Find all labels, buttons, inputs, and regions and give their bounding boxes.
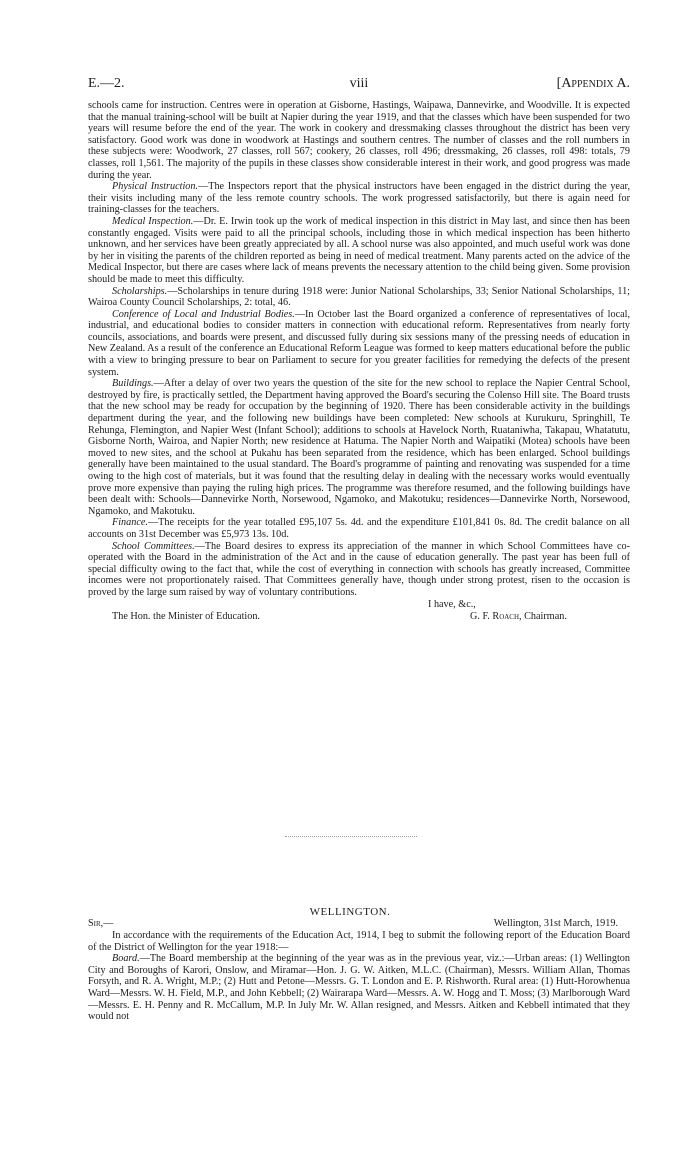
paragraph-buildings [88,378,630,517]
running-header [88,76,630,96]
signatory-surname: Roach [492,610,520,622]
section-divider [285,836,417,837]
paragraph-conference [88,309,630,379]
paragraph-conference-text: —In October last the Board organized a conference of representatives of local, industrial, and educational bodies to consider matters in connection with educational reform. Representatives from nearly forty councils, associations, and boards were present, and discussed fully during six sessions many of the pressing needs of education in New Zealand. As a result of the conference an Educational Reform League was formed to keep matters educational before the public with a view to bringing pressure to bear on Parliament to secure for you greater facilities for remedying the defects of the present system. [88,308,631,378]
paragraph-physical-instruction [88,181,630,216]
salutation-line [88,918,630,930]
paragraph-board [88,953,630,1023]
paragraph-finance [88,517,630,540]
signature-block [88,599,630,625]
paragraph-manual-training: schools came for instruction. Centres were in operation at Gisborne, Hastings, Waipawa, Dannevirke, and Woodville. It is expected that the manual training-school will be built at Napier during the year 1919, and that the classes which have been suspended for two years will resume before the end of the year. The work in cookery and dressmaking classes throughout the district has been very satisfactory. Good work was done in woodwork at Hastings and southern centres. The number of classes and the roll numbers in these subjects were: Woodwork, 27 classes, roll 567; cookery, 26 classes, roll 496; dressmaking, 26 classes, roll 498: totals, 79 classes, roll 1,561. The majority of the pupils in these classes show considerable interest in their work, and good progress was made during the year. [88,100,630,181]
heading-physical-instruction: Physical Instruction. [112,181,199,193]
salutation: Sir,— [88,918,114,929]
paragraph-school-committees-text: —The Board desires to express its appreciation of the manner in which School Committees have co-operated with the Board in the administration of the Act and in the cause of education generally. The past year has been full of special difficulty owing to the fact that, while the cost of everything in connection with schools has greatly increased, Committee incomes were not proportionately raised. That Committees generally have, though under strong protest, risen to the occasion is proved by the large sum raised by way of voluntary contributions. [88,540,630,598]
hawkes-bay-report-continuation [88,100,630,625]
report-date: Wellington, 31st March, 1919. [493,918,618,929]
signatory-title: , Chairman. [519,610,567,622]
wellington-report [88,918,630,1023]
paragraph-school-committees [88,541,630,599]
paragraph-finance-text: —The receipts for the year totalled £95,107 5s. 4d. and the expenditure £101,841 0s. 8d. The credit balance on all accounts on 31st December was £5,973 13s. 10d. [88,517,630,540]
addressee: The Hon. the Minister of Education. [112,610,260,622]
heading-school-committees: School Committees. [112,540,195,552]
signatory [470,611,567,623]
paragraph-scholarships-text: —Scholarships in tenure during 1918 were: Junior National Scholarships, 33; Senior National Scholarships, 11; Wairoa County Council Scholarships, 2: total, 46. [88,285,630,309]
heading-buildings: Buildings. [112,378,154,390]
paragraph-medical-inspection [88,216,630,286]
heading-conference: Conference of Local and Industrial Bodies. [112,308,295,320]
paragraph-physical-instruction-text: —The Inspectors report that the physical instructors have been engaged in the district during the year, their visits including many of the less remote country schools. The work progressed satisfactorily, but there is again need for training-classes for the teachers. [88,181,630,216]
section-title-wellington: WELLINGTON. [309,906,391,918]
paragraph-scholarships [88,286,630,309]
header-page-number: viii [349,76,369,91]
heading-scholarships: Scholarships. [112,285,168,297]
paragraph-introduction: In accordance with the requirements of the Education Act, 1914, I beg to submit the following report of the Education Board of the District of Wellington for the year 1918:— [88,930,630,953]
header-document-code: E.—2. [88,76,125,91]
heading-finance: Finance. [112,517,148,529]
closing-line: I have, &c., [428,598,476,610]
paragraph-medical-inspection-text: —Dr. E. Irwin took up the work of medical inspection in this district in May last, and since then has been constantly engaged. Visits were paid to all the principal schools, including those in which medical inspection has been hitherto unknown, and her services have been greatly appreciated by all. A school nurse was also appointed, and much useful work was done by her in visiting the parents of the children reported as being in need of medical treatment. Many parents acted on the advice of the Medical Inspector, but there are cases where lack of means prevents the necessary attention to the child being given. Some provision should be made to meet this difficulty. [88,215,630,285]
signatory-initials: G. F. [470,610,490,622]
paragraph-buildings-text: —After a delay of over two years the question of the site for the new school to replace the Napier Central School, destroyed by fire, is practically settled, the Department having approved the Board's securing the Colenso Hill site. The Board trusts that the new school may be ready for occupation by the beginning of 1920. There has been considerable activity in the buildings department during the year, and the following new buildings have been completed: New schools at Kurukuru, Springhill, Te Rehunga, Flemington, and Napier West (Infant School); additions to schools at Havelock North, Ruataniwha, Takapau, Whatatutu, Gisborne North, Wairoa, and Napier North; new residence at Hatuma. The Napier North and Waipatiki (Motea) schools have been moved to new sites, and the school at Pukahu has been separated from the residence, which has been enlarged. School buildings generally have been maintained to the usual standard. The Board's programme of painting and renovating was suspended for a time owing to the high cost of materials, but it was found that the resulting delay in dealing with the necessary works would eventually prove more expensive than paying the ruling high prices. The programme was therefore resumed, and the following buildings have been dealt with: Schools—Dannevirke North, Norsewood, Ngamoko, and Makotuku; residences—Dannevirke North, Norsewood, Ngamoko, and Makotuku. [88,378,630,517]
heading-medical-inspection: Medical Inspection. [112,215,194,227]
heading-board: Board. [112,953,140,965]
paragraph-board-text: —The Board membership at the beginning of the year was as in the previous year, viz.:—Urban areas: (1) Wellington City and Boroughs of Karori, Onslow, and Miramar—Hon. J. G. W. Aitken, M.L.C. (Chairman), Messrs. William Allan, Thomas Forsyth, and R. A. Wright, M.P.; (2) Hutt and Petone—Messrs. G. T. London and E. P. Rishworth. Rural area: (1) Hutt-Horowhenua Ward—Messrs. W. H. Field, M.P., and John Kebbell; (2) Wairarapa Ward—Messrs. A. W. Hogg and T. Moss; (3) Marlborough Ward—Messrs. E. H. Penny and R. McCallum, M.P. In July Mr. W. Allan resigned, and Messrs. Aitken and Kebbell intimated that they would not [88,953,630,1023]
header-appendix-label: [Appendix A. [556,76,630,91]
